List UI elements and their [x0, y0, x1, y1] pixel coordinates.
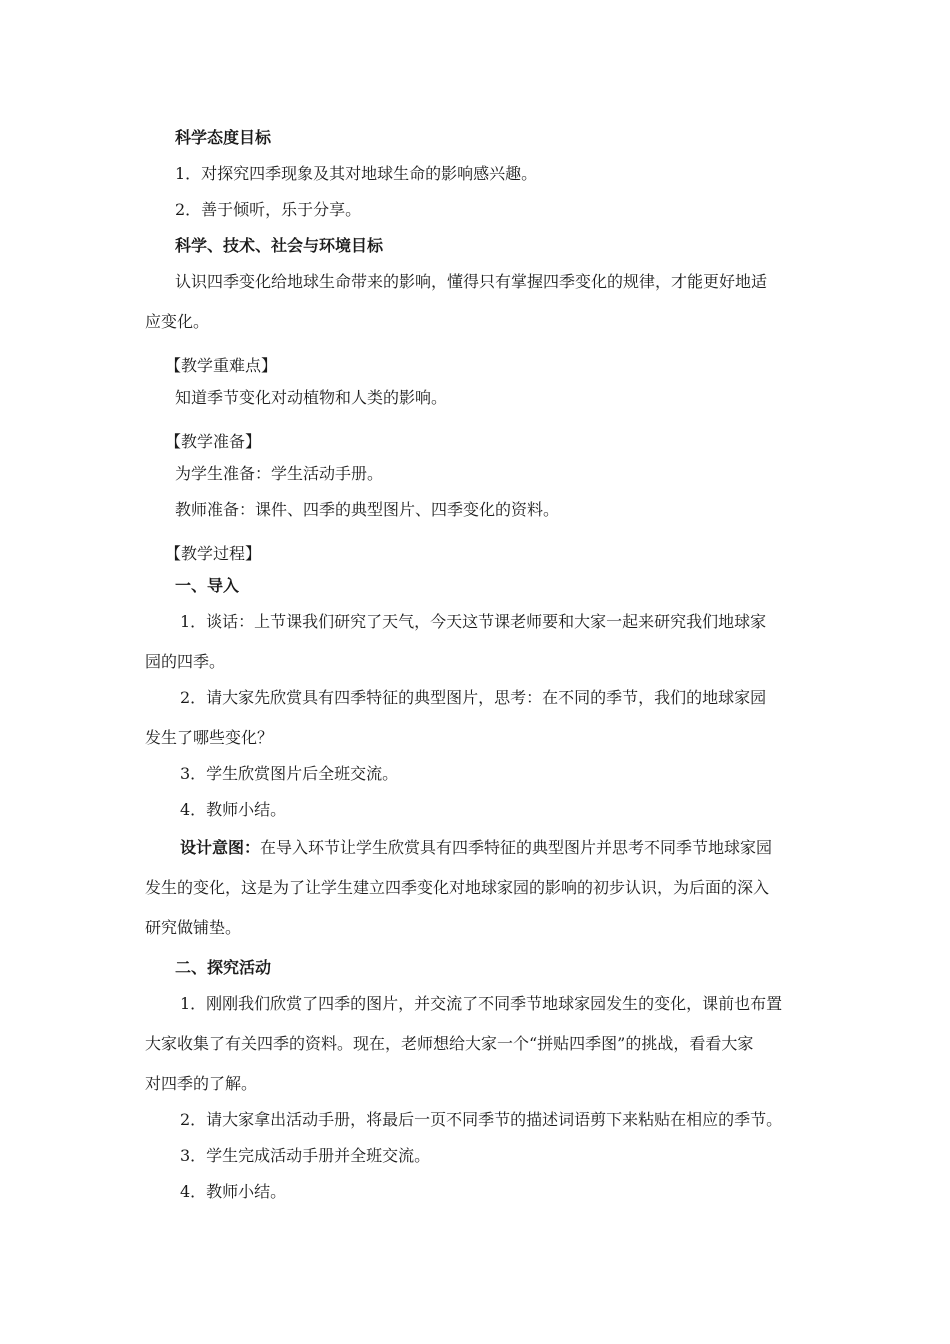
process-heading: 【教学过程】: [165, 544, 262, 563]
intro-item-4: 4．教师小结。: [180, 800, 287, 819]
explore-heading: 二、探究活动: [175, 958, 272, 977]
key-points-text: 知道季节变化对动植物和人类的影响。: [175, 388, 448, 407]
design-intent-label: 设计意图：: [180, 838, 261, 857]
key-points-heading: 【教学重难点】: [165, 356, 278, 375]
explore-item-2: 2．请大家拿出活动手册，将最后一页不同季节的描述词语剪下来粘贴在相应的季节。: [180, 1110, 783, 1129]
attitude-item-2: 2．善于倾听，乐于分享。: [175, 200, 362, 219]
explore-item-1-line-1: 1．刚刚我们欣赏了四季的图片，并交流了不同季节地球家园发生的变化，课前也布置: [180, 994, 783, 1013]
explore-item-1-line-3: 对四季的了解。: [145, 1074, 258, 1093]
intro-heading: 一、导入: [175, 576, 240, 595]
explore-item-1-line-2: 大家收集了有关四季的资料。现在，老师想给大家一个“拼贴四季图”的挑战，看看大家: [145, 1034, 754, 1053]
sts-para-line-1: 认识四季变化给地球生命带来的影响，懂得只有掌握四季变化的规律，才能更好地适: [175, 272, 768, 291]
intro-item-1-line-2: 园的四季。: [145, 652, 226, 671]
design-intent-line-2: 发生的变化，这是为了让学生建立四季变化对地球家园的影响的初步认识，为后面的深入: [145, 878, 770, 897]
intro-item-1-line-1: 1．谈话：上节课我们研究了天气，今天这节课老师要和大家一起来研究我们地球家: [180, 612, 767, 631]
explore-item-4: 4．教师小结。: [180, 1182, 287, 1201]
sts-heading: 科学、技术、社会与环境目标: [175, 236, 384, 255]
sts-para-line-2: 应变化。: [145, 312, 210, 331]
preparation-heading: 【教学准备】: [165, 432, 262, 451]
intro-item-2-line-2: 发生了哪些变化？: [145, 728, 274, 747]
intro-item-3: 3．学生欣赏图片后全班交流。: [180, 764, 399, 783]
design-intent-text: 在导入环节让学生欣赏具有四季特征的典型图片并思考不同季节地球家园: [260, 838, 773, 857]
design-intent-line-1: [180, 838, 772, 858]
preparation-students: 为学生准备：学生活动手册。: [175, 464, 384, 483]
design-intent-line-3: 研究做铺垫。: [145, 918, 242, 937]
attitude-heading: 科学态度目标: [175, 128, 272, 147]
attitude-item-1: 1．对探究四季现象及其对地球生命的影响感兴趣。: [175, 164, 538, 183]
intro-item-2-line-1: 2．请大家先欣赏具有四季特征的典型图片，思考：在不同的季节，我们的地球家园: [180, 688, 767, 707]
explore-item-3: 3．学生完成活动手册并全班交流。: [180, 1146, 431, 1165]
preparation-teacher: 教师准备：课件、四季的典型图片、四季变化的资料。: [175, 500, 560, 519]
